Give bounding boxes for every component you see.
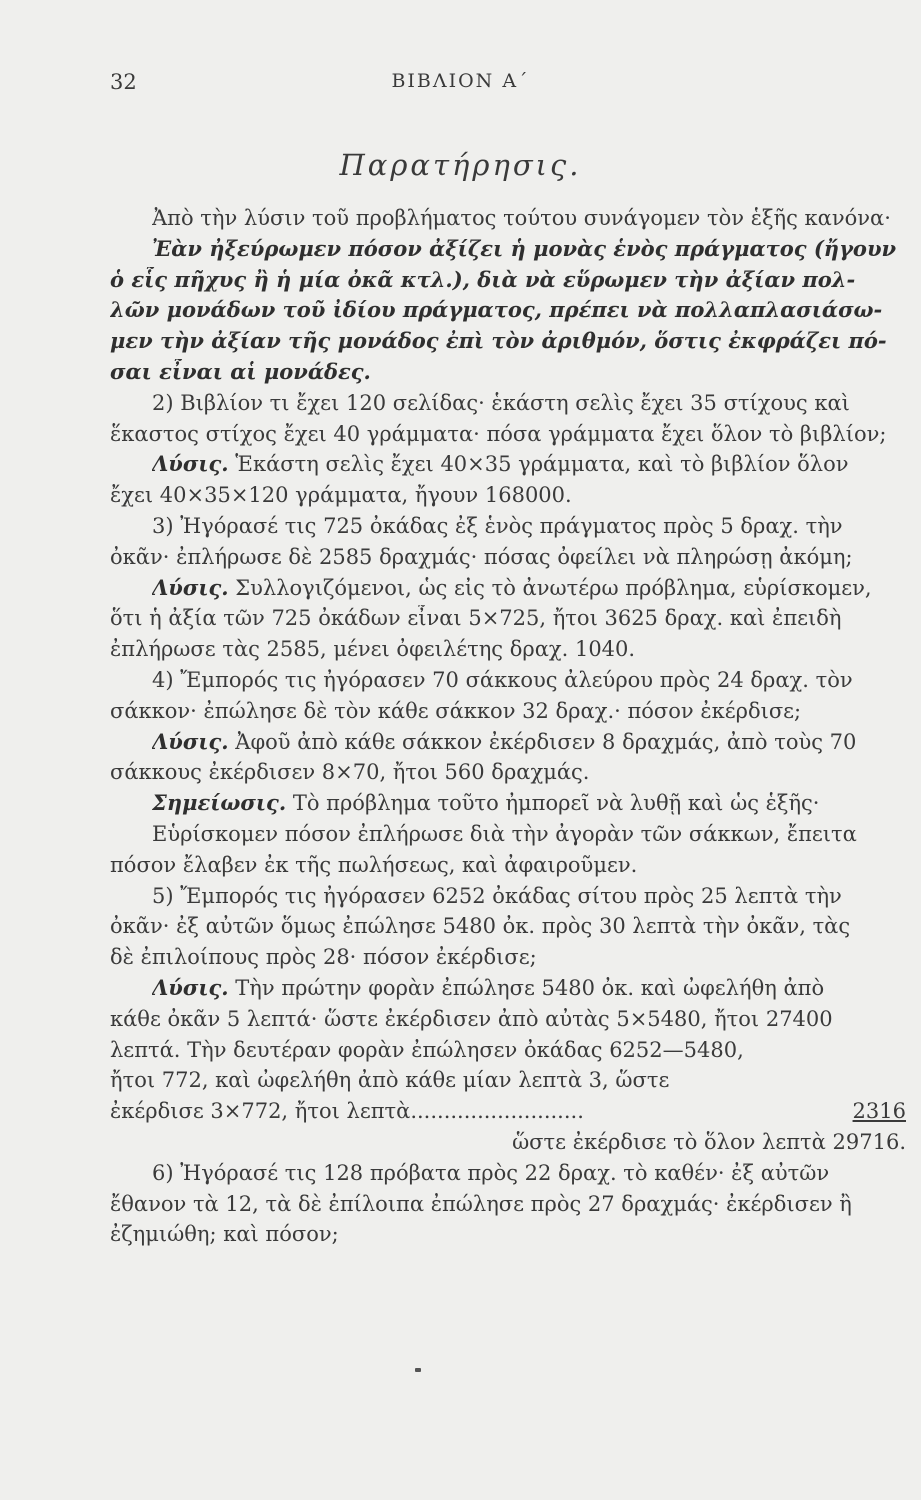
text-line	[110, 1098, 906, 1124]
line-text: κάθε ὀκᾶν 5 λεπτά· ὥστε ἐκέρδισεν ἀπὸ αὐτὰς 5×5480, ἤτοι 27400	[110, 1007, 833, 1031]
text-line	[110, 544, 906, 570]
text-line	[110, 267, 906, 293]
running-head: ΒΙΒΛΙΟΝ Α΄	[391, 70, 530, 92]
section-lead: Λύσις.	[152, 975, 229, 1000]
text-line	[152, 667, 906, 693]
line-text: Ἀφοῦ ἀπὸ κάθε σάκκον ἐκέρδισεν 8 δραχμάς, ἀπὸ τοὺς 70	[228, 730, 857, 754]
line-text: Ἑκάστη σελὶς ἔχει 40×35 γράμματα, καὶ τὸ βιβλίον ὅλον	[228, 452, 849, 476]
text-line	[152, 975, 906, 1001]
pencil-mark	[415, 1368, 421, 1372]
text-line	[110, 482, 906, 508]
text-line	[110, 1006, 906, 1032]
line-text: ἤτοι 772, καὶ ὠφελήθη ἀπὸ κάθε μίαν λεπτὰ 3, ὥστε	[110, 1068, 670, 1092]
line-text: 6) Ἠγόρασέ τις 128 πρόβατα πρὸς 22 δραχ. τὸ καθέν· ἐξ αὐτῶν	[152, 1161, 830, 1185]
text-line	[152, 883, 906, 909]
line-text: μεν τὴν ἀξίαν τῆς μονάδος ἐπὶ τὸν ἀριθμόν, ὅστις ἐκφράζει πό-	[110, 328, 887, 353]
text-line	[152, 821, 906, 847]
line-text: ἔθανον τὰ 12, τὰ δὲ ἐπίλοιπα ἐπώλησε πρὸς 27 δραχμάς· ἐκέρδισεν ἢ	[110, 1192, 852, 1216]
section-lead: Λύσις.	[152, 451, 229, 476]
section-lead: Λύσις.	[152, 729, 229, 754]
text-line	[110, 1037, 906, 1063]
text-line	[152, 729, 906, 755]
section-lead: Σημείωσις.	[152, 790, 287, 815]
line-text: 3) Ἠγόρασέ τις 725 ὀκάδας ἐξ ἑνὸς πράγματος πρὸς 5 δραχ. τὴν	[152, 514, 843, 538]
text-line	[110, 605, 906, 631]
text-line	[152, 205, 906, 231]
text-line	[110, 1067, 906, 1093]
line-text: ὀκᾶν· ἐπλήρωσε δὲ 2585 δραχμάς· πόσας ὀφείλει νὰ πληρώσῃ ἀκόμη;	[110, 545, 853, 569]
line-text: δὲ ἐπιλοίπους πρὸς 28· πόσον ἐκέρδισε;	[110, 945, 537, 969]
line-text: Εὑρίσκομεν πόσον ἐπλήρωσε διὰ τὴν ἀγορὰν τῶν σάκκων, ἔπειτα	[152, 822, 857, 846]
text-line	[110, 759, 906, 785]
line-text: λῶν μονάδων τοῦ ἰδίου πράγματος, πρέπει νὰ πολλαπλασιάσω-	[110, 297, 883, 322]
page-number: 32	[110, 70, 137, 94]
line-text: Συλλογιζόμενοι, ὡς εἰς τὸ ἀνωτέρω πρόβλημα, εὑρίσκομεν,	[228, 576, 872, 600]
line-text: ἕκαστος στίχος ἔχει 40 γράμματα· πόσα γράμματα ἔχει ὅλον τὸ βιβλίον;	[110, 422, 887, 446]
line-text: Ἐὰν ἠξεύρωμεν πόσον ἀξίζει ἡ μονὰς ἑνὸς πράγματος (ἤγουν	[152, 236, 897, 261]
line-text: πόσον ἔλαβεν ἐκ τῆς πωλήσεως, καὶ ἀφαιροῦμεν.	[110, 853, 638, 877]
text-line	[152, 790, 906, 816]
text-line	[110, 1129, 906, 1155]
text-line	[110, 636, 906, 662]
line-text: ἔχει 40×35×120 γράμματα, ἤγουν 168000.	[110, 483, 572, 507]
line-text: ὀκᾶν· ἐξ αὐτῶν ὅμως ἐπώλησε 5480 ὀκ. πρὸς 30 λεπτὰ τὴν ὀκᾶν, τὰς	[110, 914, 851, 938]
line-text: ὁ εἷς πῆχυς ἢ ἡ μία ὀκᾶ κτλ.), διὰ νὰ εὕρωμεν τὴν ἀξίαν πολ-	[110, 267, 856, 292]
text-line	[152, 236, 906, 262]
text-line	[110, 852, 906, 878]
line-text: Ἀπὸ τὴν λύσιν τοῦ προβλήματος τούτου συνάγομεν τὸν ἑξῆς κανόνα·	[152, 206, 891, 230]
text-line	[110, 1191, 906, 1217]
text-line	[152, 575, 906, 601]
line-text: λεπτά. Τὴν δευτέραν φορὰν ἐπώλησεν ὀκάδας 6252—5480,	[110, 1038, 744, 1062]
line-text: 5) Ἔμπορός τις ἠγόρασεν 6252 ὀκάδας σίτου πρὸς 25 λεπτὰ τὴν	[152, 884, 842, 908]
leader-dots: ..........................	[410, 1099, 584, 1123]
line-text: 4) Ἔμπορός τις ἠγόρασεν 70 σάκκους ἀλεύρου πρὸς 24 δραχ. τὸν	[152, 668, 853, 692]
line-text: ὥστε ἐκέρδισε τὸ ὅλον λεπτὰ 29716.	[512, 1130, 906, 1154]
text-line	[110, 944, 906, 970]
line-text: ὅτι ἡ ἀξία τῶν 725 ὀκάδων εἶναι 5×725, ἤτοι 3625 δραχ. καὶ ἐπειδὴ	[110, 606, 842, 630]
text-line	[152, 1160, 906, 1186]
text-line	[110, 698, 906, 724]
section-title: Παρατήρησις.	[339, 148, 582, 182]
line-text: ἐπλήρωσε τὰς 2585, μένει ὀφειλέτης δραχ. 1040.	[110, 637, 636, 661]
text-line	[152, 513, 906, 539]
text-line	[110, 913, 906, 939]
text-line	[110, 297, 906, 323]
line-text: Τὸ πρόβλημα τοῦτο ἠμπορεῖ νὰ λυθῇ καὶ ὡς ἑξῆς·	[286, 791, 820, 815]
line-text: ἐκέρδισε 3×772, ἤτοι λεπτὰ	[110, 1099, 411, 1123]
text-line	[110, 328, 906, 354]
line-text: σαι εἶναι αἱ μονάδες.	[110, 359, 371, 384]
line-text: σάκκον· ἐπώλησε δὲ τὸν κάθε σάκκον 32 δραχ.· πόσον ἐκέρδισε;	[110, 699, 802, 723]
text-line	[110, 1221, 906, 1247]
text-line	[110, 359, 906, 385]
text-line	[110, 421, 906, 447]
line-text: 2) Βιβλίον τι ἔχει 120 σελίδας· ἑκάστη σελὶς ἔχει 35 στίχους καὶ	[152, 391, 850, 415]
amount: 2316	[852, 1099, 906, 1123]
line-text: ἐζημιώθη; καὶ πόσον;	[110, 1222, 339, 1246]
section-lead: Λύσις.	[152, 575, 229, 600]
line-text: Τὴν πρώτην φορὰν ἐπώλησε 5480 ὀκ. καὶ ὠφελήθη ἀπὸ	[228, 976, 825, 1000]
text-line	[152, 451, 906, 477]
text-line	[152, 390, 906, 416]
line-text: σάκκους ἐκέρδισεν 8×70, ἤτοι 560 δραχμάς.	[110, 760, 590, 784]
